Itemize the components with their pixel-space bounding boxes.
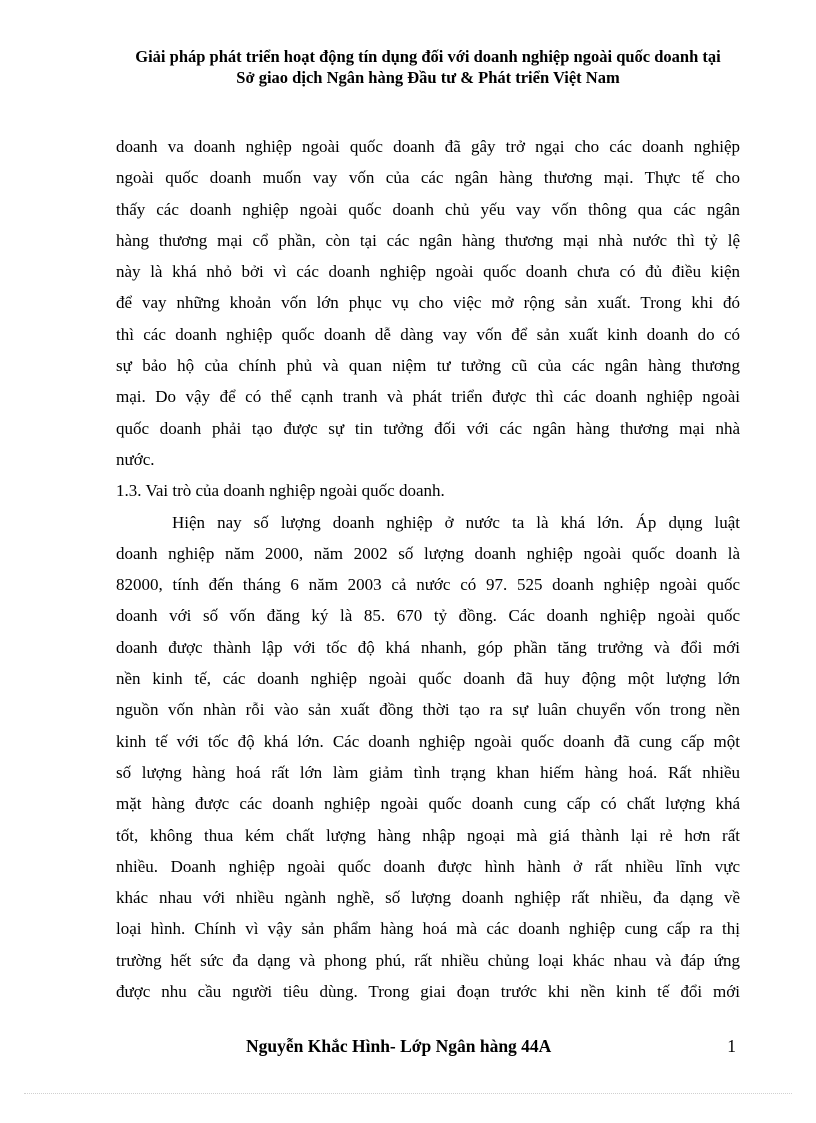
text-line: mặt hàng được các doanh nghiệp ngoài quốc doanh cung cấp có chất lượng khá — [116, 794, 740, 814]
page-header — [110, 46, 746, 88]
footer-author: Nguyễn Khắc Hình- Lớp Ngân hàng 44A — [246, 1036, 552, 1056]
paragraph-1 — [116, 131, 740, 475]
text-line: trường hết sức đa dạng và phong phú, rất nhiều chủng loại khác nhau và đáp ứng — [116, 950, 740, 970]
paragraph-2 — [116, 507, 740, 1008]
text-line: hàng thương mại cổ phần, còn tại các ngân hàng thương mại nhà nước thì tỷ lệ — [116, 230, 740, 250]
page-number: 1 — [727, 1036, 736, 1056]
header-title-line-2: Sở giao dịch Ngân hàng Đầu tư & Phát triển Việt Nam — [236, 68, 620, 87]
text-line: này là khá nhỏ bởi vì các doanh nghiệp ngoài quốc doanh chưa có đủ điều kiện — [116, 262, 740, 282]
document-body — [116, 131, 740, 1007]
text-line: để vay những khoản vốn lớn phục vụ cho việc mở rộng sản xuất. Trong khi đó — [116, 293, 740, 313]
header-title-line-1: Giải pháp phát triển hoạt động tín dụng đối với doanh nghiệp ngoài quốc doanh tại — [135, 47, 721, 66]
text-line: nước. — [116, 449, 155, 469]
text-line: doanh va doanh nghiệp ngoài quốc doanh đã gây trở ngại cho các doanh nghiệp — [116, 137, 740, 156]
text-line: doanh với số vốn đăng ký là 85. 670 tỷ đồng. Các doanh nghiệp ngoài quốc — [116, 606, 740, 626]
text-line: nguồn vốn nhàn rỗi vào sản xuất đồng thời tạo ra sự luân chuyển vốn trong nền — [116, 700, 740, 720]
text-line: kinh tế với tốc độ khá lớn. Các doanh nghiệp ngoài quốc doanh đã cung cấp một — [116, 731, 740, 751]
text-line: doanh được thành lập với tốc độ khá nhanh, góp phần tăng trưởng và đổi mới — [116, 637, 740, 657]
text-line: thấy các doanh nghiệp ngoài quốc doanh chủ yếu vay vốn thông qua các ngân — [116, 199, 740, 219]
text-line: Hiện nay số lượng doanh nghiệp ở nước ta là khá lớn. Áp dụng luật — [172, 512, 740, 532]
text-line: quốc doanh phải tạo được sự tin tưởng đối với các ngân hàng thương mại nhà — [116, 418, 740, 438]
text-line: 82000, tính đến tháng 6 năm 2003 cả nước có 97. 525 doanh nghiệp ngoài quốc — [116, 575, 740, 595]
section-heading: 1.3. Vai trò của doanh nghiệp ngoài quốc doanh. — [116, 481, 445, 501]
text-line: loại hình. Chính vì vậy sản phẩm hàng hoá mà các doanh nghiệp cung cấp ra thị — [116, 919, 740, 939]
page-footer — [116, 1036, 740, 1060]
text-line: doanh nghiệp năm 2000, năm 2002 số lượng doanh nghiệp ngoài quốc doanh là — [116, 543, 740, 563]
text-line: mại. Do vậy để có thể cạnh tranh và phát triển được thì các doanh nghiệp ngoài — [116, 387, 740, 407]
text-line: sự bảo hộ của chính phủ và quan niệm tư tưởng cũ của các ngân hàng thương — [116, 356, 740, 376]
text-line: được nhu cầu người tiêu dùng. Trong giai đoạn trước khi nền kinh tế đổi mới — [116, 982, 740, 1002]
text-line: tốt, không thua kém chất lượng hàng nhập ngoại mà giá thành lại rẻ hơn rất — [116, 825, 740, 845]
text-line: nền kinh tế, các doanh nghiệp ngoài quốc doanh đã huy động một lượng lớn — [116, 669, 740, 689]
text-line: nhiều. Doanh nghiệp ngoài quốc doanh được hình hành ở rất nhiều lĩnh vực — [116, 856, 740, 876]
text-line: ngoài quốc doanh muốn vay vốn của các ngân hàng thương mại. Thực tế cho — [116, 168, 740, 188]
text-line: thì các doanh nghiệp quốc doanh dễ dàng vay vốn để sản xuất kinh doanh do có — [116, 324, 740, 344]
text-line: khác nhau với nhiều ngành nghề, số lượng doanh nghiệp rất nhiều, đa dạng về — [116, 888, 740, 908]
page-bottom-edge — [24, 1093, 792, 1094]
text-line: số lượng hàng hoá rất lớn làm giảm tình trạng khan hiếm hàng hoá. Rất nhiều — [116, 762, 740, 782]
